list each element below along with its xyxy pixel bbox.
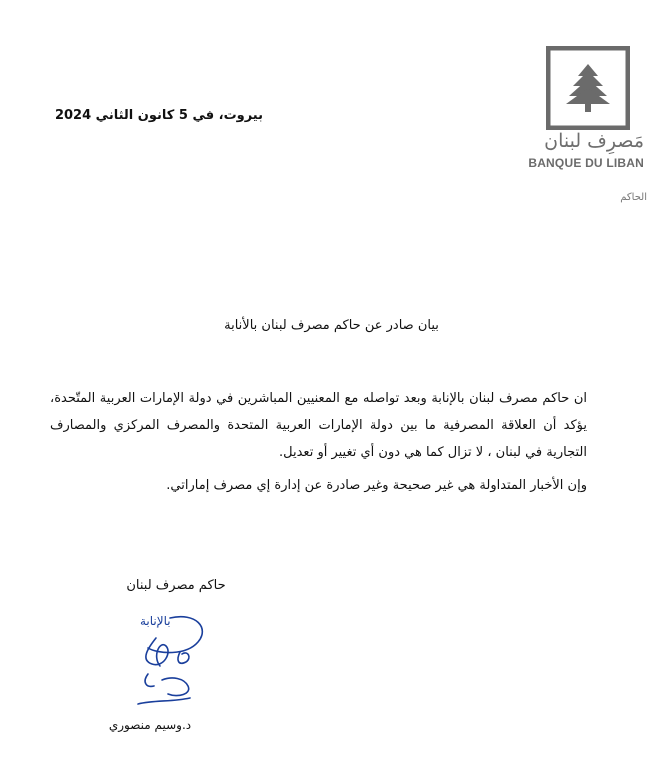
logo-arabic-text: مَصرِف لبنان bbox=[544, 130, 644, 152]
delegate-note: بالإنابة bbox=[140, 614, 171, 628]
logo-english-text: BANQUE DU LIBAN bbox=[528, 156, 644, 170]
statement-body bbox=[50, 385, 587, 499]
signatory-title: حاكم مصرف لبنان bbox=[126, 578, 226, 593]
statement-title: بيان صادر عن حاكم مصرف لبنان بالأنابة bbox=[224, 318, 439, 333]
body-paragraph-1: ان حاكم مصرف لبنان بالإنابة وبعد تواصله مع المعنيين المباشرين في دولة الإمارات العربية المتّحدة، يؤكد أن العلاقة المصرفية ما بين دولة الإمارات العربية المتحدة والمصرف المركزي والمصارف التجارية في لبنان ، لا تزال كما هي دون أي تغيير أو تعديل. bbox=[50, 391, 587, 460]
cedar-logo-icon bbox=[546, 46, 630, 130]
body-paragraph-2: وإن الأخبار المتداولة هي غير صحيحة وغير صادرة عن إدارة إي مصرف إماراتي. bbox=[166, 478, 587, 493]
handwritten-signature-icon bbox=[118, 608, 218, 713]
office-label: الحاكم bbox=[620, 192, 647, 203]
signature-block bbox=[96, 578, 256, 593]
signatory-name: د.وسيم منصوري bbox=[108, 718, 192, 732]
date-line: بيروت، في 5 كانون الثاني 2024 bbox=[54, 108, 263, 123]
